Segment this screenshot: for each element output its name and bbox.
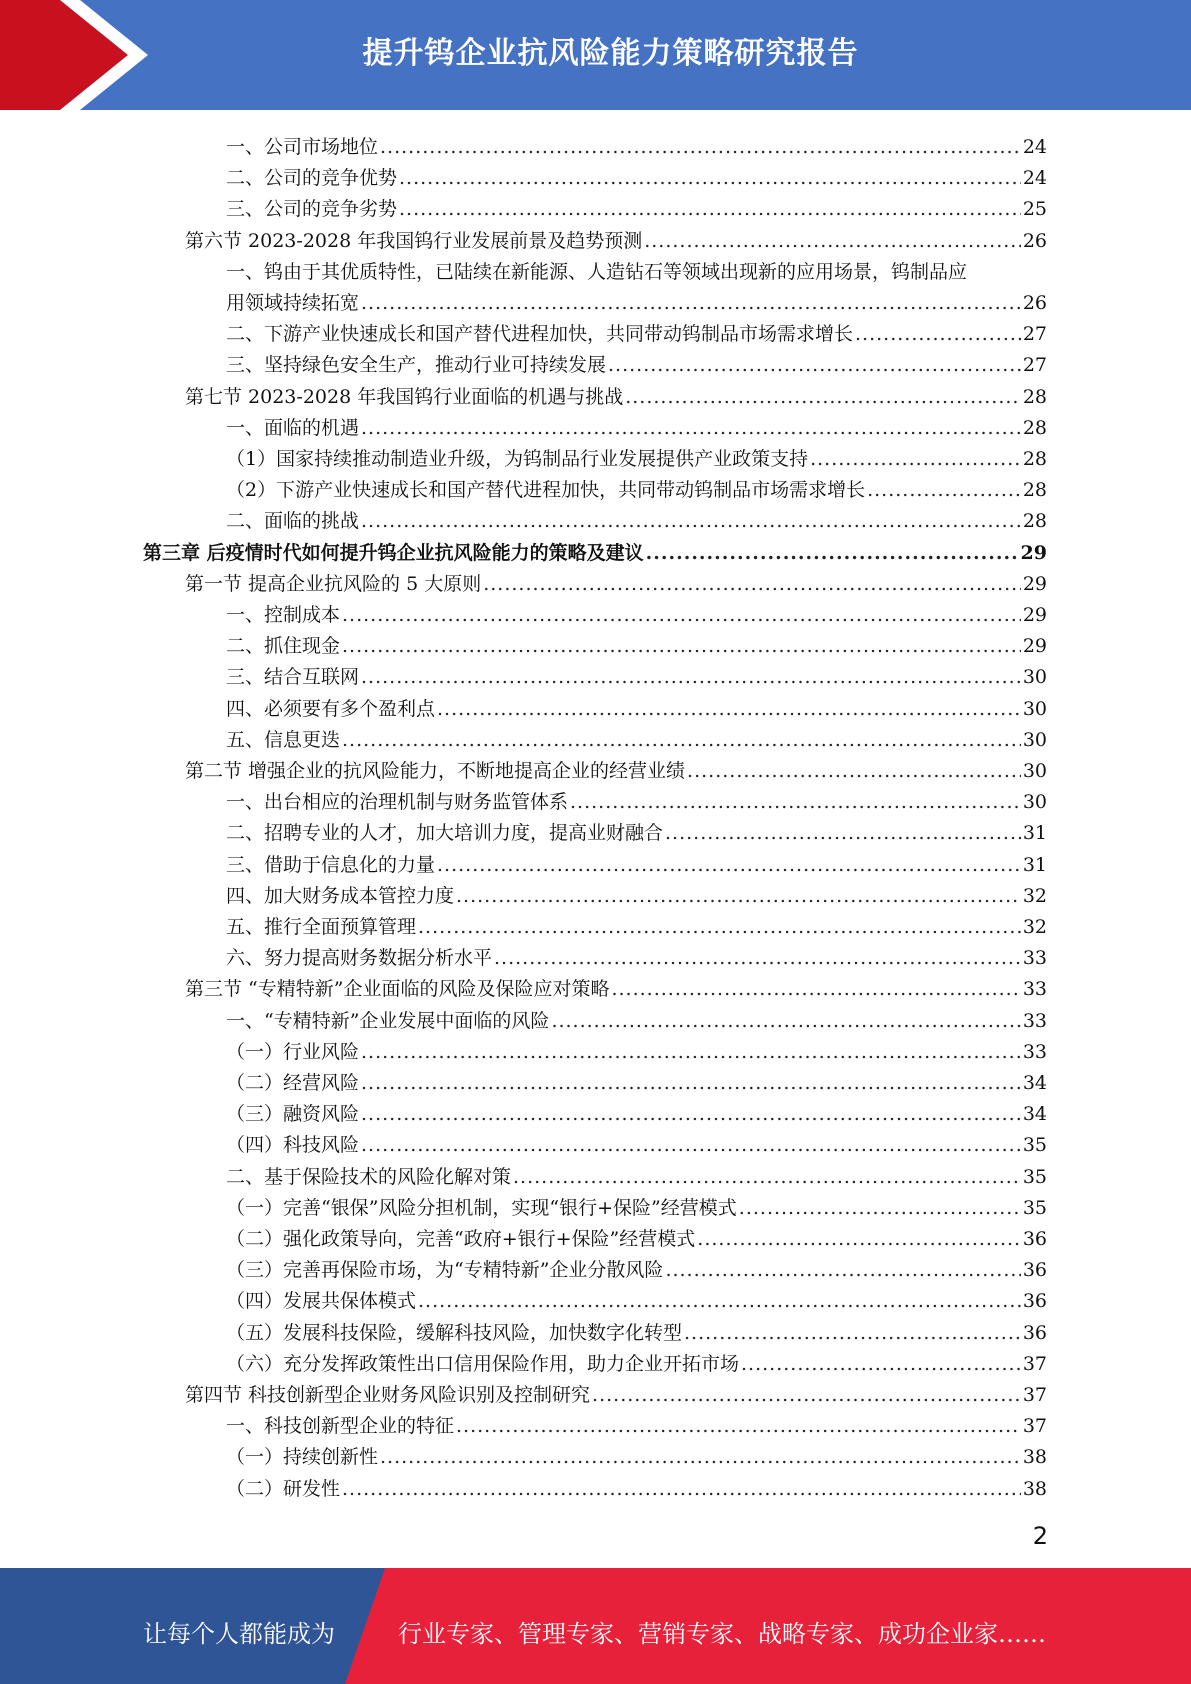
toc-leader-dots bbox=[361, 416, 1021, 440]
toc-page-number: 37 bbox=[1022, 1352, 1047, 1375]
toc-entry-label: 二、基于保险技术的风险化解对策 bbox=[226, 1165, 512, 1188]
toc-leader-dots bbox=[361, 1040, 1021, 1064]
toc-page-number: 33 bbox=[1022, 1009, 1047, 1032]
toc-entry[interactable] bbox=[185, 565, 1047, 596]
toc-page-number: 34 bbox=[1022, 1072, 1047, 1094]
toc-leader-dots bbox=[625, 385, 1021, 409]
toc-page-number: 33 bbox=[1022, 1040, 1047, 1063]
toc-leader-dots bbox=[456, 1414, 1021, 1438]
toc-leader-dots bbox=[483, 572, 1021, 596]
toc-page-number: 35 bbox=[1022, 1134, 1047, 1157]
toc-entry-label: 第三章 后疫情时代如何提升钨企业抗风险能力的策略及建议 bbox=[143, 541, 644, 564]
toc-entry-label: （2）下游产业快速成长和国产替代进程加快，共同带动钨制品市场需求增长 bbox=[226, 479, 866, 502]
toc-page-number: 37 bbox=[1022, 1415, 1047, 1438]
toc-leader-dots bbox=[494, 946, 1021, 970]
toc-entry-label: 二、面临的挑战 bbox=[226, 510, 360, 533]
toc-page-number: 32 bbox=[1022, 884, 1047, 907]
toc-entry[interactable] bbox=[185, 378, 1047, 409]
toc-page-number: 37 bbox=[1022, 1384, 1047, 1406]
toc-entry-label: （一）行业风险 bbox=[226, 1040, 360, 1063]
toc-entry[interactable] bbox=[226, 1314, 1047, 1345]
toc-entry-label: 一、“专精特新”企业发展中面临的风险 bbox=[226, 1009, 550, 1032]
toc-leader-dots bbox=[418, 1289, 1021, 1313]
page-footer bbox=[0, 1568, 1191, 1684]
toc-entry-label: （四）科技风险 bbox=[226, 1134, 360, 1157]
toc-page-number: 29 bbox=[1022, 635, 1047, 658]
toc-page-number: 30 bbox=[1022, 728, 1047, 751]
toc-page-number: 31 bbox=[1022, 853, 1047, 876]
toc-leader-dots bbox=[456, 884, 1021, 908]
toc-page-number: 33 bbox=[1022, 947, 1047, 970]
toc-entry[interactable] bbox=[185, 970, 1047, 1001]
toc-page-number: 34 bbox=[1022, 1103, 1047, 1126]
toc-entry-label: 四、必须要有多个盈利点 bbox=[226, 697, 436, 720]
toc-page-number: 30 bbox=[1022, 697, 1047, 720]
toc-entry-text: 一、钨由于其优质特性，已陆续在新能源、人造钻石等领域出现新的应用场景，钨制品应 bbox=[226, 260, 968, 283]
toc-leader-dots bbox=[361, 509, 1021, 533]
toc-page-number: 30 bbox=[1022, 666, 1047, 689]
toc-entry-label: （二）经营风险 bbox=[226, 1072, 360, 1094]
toc-leader-dots bbox=[810, 447, 1021, 471]
toc-entry-label: 一、公司市场地位 bbox=[226, 136, 379, 158]
toc-page-number: 28 bbox=[1022, 479, 1047, 502]
toc-leader-dots bbox=[361, 665, 1021, 689]
toc-entry[interactable] bbox=[226, 1220, 1047, 1251]
toc-page-number: 30 bbox=[1022, 791, 1047, 814]
toc-entry[interactable] bbox=[226, 1189, 1047, 1220]
toc-page-number: 28 bbox=[1022, 416, 1047, 439]
toc-entry-label: 第三节 “专精特新”企业面临的风险及保险应对策略 bbox=[185, 978, 610, 1001]
toc-page-number: 24 bbox=[1022, 167, 1047, 190]
toc-entry-label: 三、坚持绿色安全生产，推动行业可持续发展 bbox=[226, 354, 607, 377]
toc-leader-dots bbox=[665, 821, 1021, 845]
toc-leader-dots bbox=[687, 759, 1021, 783]
toc-leader-dots bbox=[551, 1009, 1020, 1033]
toc-entry-label: 五、推行全面预算管理 bbox=[226, 916, 417, 938]
toc-entry-label: 三、公司的竞争劣势 bbox=[226, 198, 398, 221]
toc-entry[interactable] bbox=[226, 814, 1047, 845]
toc-entry[interactable] bbox=[226, 1033, 1047, 1064]
toc-leader-dots bbox=[342, 634, 1021, 658]
toc-entry-label: 四、加大财务成本管控力度 bbox=[226, 884, 455, 907]
toc-leader-dots bbox=[739, 1196, 1021, 1220]
toc-entry-label: 第二节 增强企业的抗风险能力，不断地提高企业的经营业绩 bbox=[185, 760, 686, 782]
toc-entry-label: （三）完善再保险市场，为“专精特新”企业分散风险 bbox=[226, 1259, 664, 1282]
toc-entry[interactable] bbox=[226, 471, 1047, 502]
toc-entry-label: 二、公司的竞争优势 bbox=[226, 167, 398, 190]
toc-entry[interactable] bbox=[226, 846, 1047, 877]
toc-leader-dots bbox=[855, 322, 1021, 346]
toc-entry[interactable] bbox=[226, 721, 1047, 752]
toc-entry-label: 五、信息更迭 bbox=[226, 728, 341, 751]
page-number: 2 bbox=[1032, 1522, 1048, 1550]
toc-page-number: 36 bbox=[1022, 1290, 1047, 1313]
toc-entry[interactable] bbox=[226, 1002, 1047, 1033]
toc-entry-label: （一）持续创新性 bbox=[226, 1446, 379, 1469]
toc-leader-dots bbox=[361, 1133, 1021, 1157]
toc-leader-dots bbox=[437, 853, 1021, 877]
toc-page-number: 35 bbox=[1022, 1165, 1047, 1188]
toc-leader-dots bbox=[361, 1071, 1021, 1095]
footer-slogan-left: 让每个人都能成为 bbox=[143, 1620, 335, 1648]
toc-entry[interactable] bbox=[226, 1345, 1047, 1376]
toc-page-number: 30 bbox=[1022, 760, 1047, 782]
report-title: 提升钨企业抗风险能力策略研究报告 bbox=[362, 36, 859, 71]
toc-leader-dots bbox=[611, 977, 1020, 1001]
toc-page-number: 31 bbox=[1022, 822, 1047, 845]
toc-leader-dots bbox=[684, 1321, 1021, 1345]
toc-entry-label: 一、控制成本 bbox=[226, 604, 341, 626]
toc-entry[interactable] bbox=[226, 1126, 1047, 1157]
toc-entry[interactable] bbox=[226, 440, 1047, 471]
toc-page-number: 24 bbox=[1022, 136, 1047, 158]
toc-entry-label: 二、下游产业快速成长和国产替代进程加快，共同带动钨制品市场需求增长 bbox=[226, 323, 854, 346]
toc-leader-dots bbox=[646, 541, 1019, 565]
toc-entry-label: （二）强化政策导向，完善“政府+银行+保险”经营模式 bbox=[226, 1228, 696, 1250]
toc-entry[interactable] bbox=[226, 1407, 1047, 1438]
toc-chapter-entry[interactable] bbox=[143, 534, 1047, 565]
toc-entry-label: 第六节 2023-2028 年我国钨行业发展前景及趋势预测 bbox=[185, 229, 643, 252]
toc-entry[interactable] bbox=[226, 502, 1047, 533]
toc-entry-label: 三、结合互联网 bbox=[226, 666, 360, 689]
toc-page-number: 36 bbox=[1022, 1259, 1047, 1282]
toc-leader-dots bbox=[665, 1258, 1020, 1282]
toc-page-number: 38 bbox=[1022, 1446, 1047, 1469]
toc-entry[interactable] bbox=[226, 690, 1047, 721]
toc-page-number: 35 bbox=[1022, 1196, 1047, 1219]
toc-page-number: 28 bbox=[1022, 385, 1047, 408]
toc-entry[interactable] bbox=[226, 627, 1047, 658]
toc-entry[interactable] bbox=[226, 783, 1047, 814]
toc-entry[interactable] bbox=[226, 284, 1047, 315]
toc-leader-dots bbox=[342, 603, 1021, 627]
toc-leader-dots bbox=[592, 1383, 1021, 1407]
toc-entry-label: 六、努力提高财务数据分析水平 bbox=[226, 947, 493, 970]
toc-leader-dots bbox=[361, 1102, 1021, 1126]
toc-entry[interactable] bbox=[226, 596, 1047, 627]
toc-page-number: 29 bbox=[1020, 541, 1047, 564]
toc-entry-label: （四）发展共保体模式 bbox=[226, 1290, 417, 1313]
toc-entry[interactable] bbox=[226, 409, 1047, 440]
toc-entry-label: 用领域持续拓宽 bbox=[226, 292, 360, 314]
toc-page-number: 25 bbox=[1022, 198, 1047, 221]
toc-leader-dots bbox=[380, 1445, 1021, 1469]
toc-leader-dots bbox=[399, 197, 1021, 221]
toc-entry[interactable] bbox=[185, 752, 1047, 783]
toc-entry[interactable] bbox=[226, 1095, 1047, 1126]
toc-leader-dots bbox=[644, 229, 1021, 253]
toc-entry[interactable] bbox=[226, 1064, 1047, 1095]
toc-entry-label: 一、面临的机遇 bbox=[226, 416, 360, 439]
toc-page-number: 32 bbox=[1022, 916, 1047, 938]
toc-leader-dots bbox=[697, 1227, 1021, 1251]
toc-leader-dots bbox=[399, 166, 1021, 190]
toc-leader-dots bbox=[570, 790, 1021, 814]
toc-page-number: 38 bbox=[1022, 1477, 1047, 1500]
toc-entry-label: （一）完善“银保”风险分担机制，实现“银行+保险”经营模式 bbox=[226, 1196, 737, 1219]
toc-leader-dots bbox=[608, 353, 1021, 377]
toc-entry-label: 一、科技创新型企业的特征 bbox=[226, 1415, 455, 1438]
footer-slogan-right: 行业专家、管理专家、营销专家、战略专家、成功企业家…… bbox=[398, 1620, 1046, 1648]
toc-entry-label: 二、抓住现金 bbox=[226, 635, 341, 658]
toc-leader-dots bbox=[380, 135, 1021, 159]
toc-page-number: 29 bbox=[1022, 604, 1047, 626]
toc-entry-label: （二）研发性 bbox=[226, 1477, 341, 1500]
toc-entry[interactable] bbox=[226, 190, 1047, 221]
toc-entry[interactable] bbox=[226, 658, 1047, 689]
toc-entry-label: 二、招聘专业的人才，加大培训力度，提高业财融合 bbox=[226, 822, 664, 845]
toc-leader-dots bbox=[513, 1165, 1021, 1189]
toc-leader-dots bbox=[437, 697, 1021, 721]
toc-entry[interactable] bbox=[226, 908, 1047, 939]
toc-entry-label: 三、借助于信息化的力量 bbox=[226, 853, 436, 876]
toc-leader-dots bbox=[361, 291, 1021, 315]
toc-leader-dots bbox=[418, 915, 1021, 939]
toc-leader-dots bbox=[741, 1352, 1021, 1376]
toc-entry[interactable] bbox=[226, 128, 1047, 159]
toc-leader-dots bbox=[867, 478, 1021, 502]
toc-entry[interactable] bbox=[226, 1251, 1047, 1282]
toc-entry[interactable] bbox=[226, 1282, 1047, 1313]
toc-entry[interactable] bbox=[185, 222, 1047, 253]
toc-entry[interactable] bbox=[226, 1158, 1047, 1189]
toc-page-number: 28 bbox=[1022, 448, 1047, 470]
toc-page-number: 27 bbox=[1022, 323, 1047, 346]
toc-entry-label: （三）融资风险 bbox=[226, 1103, 360, 1126]
toc-entry-label: （六）充分发挥政策性出口信用保险作用，助力企业开拓市场 bbox=[226, 1352, 740, 1375]
toc-leader-dots bbox=[342, 728, 1021, 752]
toc-entry[interactable] bbox=[226, 939, 1047, 970]
toc-page-number: 33 bbox=[1022, 978, 1047, 1001]
toc-entry-label: 一、出台相应的治理机制与财务监管体系 bbox=[226, 791, 569, 814]
toc-entry[interactable] bbox=[226, 315, 1047, 346]
toc-entry-label: （五）发展科技保险，缓解科技风险，加快数字化转型 bbox=[226, 1321, 683, 1344]
toc-entry[interactable] bbox=[226, 159, 1047, 190]
toc-page-number: 36 bbox=[1022, 1228, 1047, 1250]
toc-entry-label: （1）国家持续推动制造业升级，为钨制品行业发展提供产业政策支持 bbox=[226, 448, 809, 470]
toc-entry[interactable] bbox=[226, 877, 1047, 908]
toc-page-number: 27 bbox=[1022, 354, 1047, 377]
toc-entry-label: 第四节 科技创新型企业财务风险识别及控制研究 bbox=[185, 1384, 591, 1406]
toc-page-number: 29 bbox=[1022, 572, 1047, 595]
toc-page-number: 26 bbox=[1022, 292, 1047, 314]
toc-leader-dots bbox=[342, 1477, 1021, 1501]
toc-entry-label: 第一节 提高企业抗风险的 5 大原则 bbox=[185, 572, 482, 595]
page-header bbox=[0, 0, 1191, 110]
toc-entry[interactable] bbox=[226, 1470, 1047, 1501]
toc-entry[interactable] bbox=[185, 1376, 1047, 1407]
toc-page-number: 26 bbox=[1022, 229, 1047, 252]
toc-entry[interactable] bbox=[226, 1438, 1047, 1469]
toc-page-number: 28 bbox=[1022, 510, 1047, 533]
toc-page-number: 36 bbox=[1022, 1321, 1047, 1344]
toc-entry-label: 第七节 2023-2028 年我国钨行业面临的机遇与挑战 bbox=[185, 385, 624, 408]
toc-entry[interactable] bbox=[226, 346, 1047, 377]
